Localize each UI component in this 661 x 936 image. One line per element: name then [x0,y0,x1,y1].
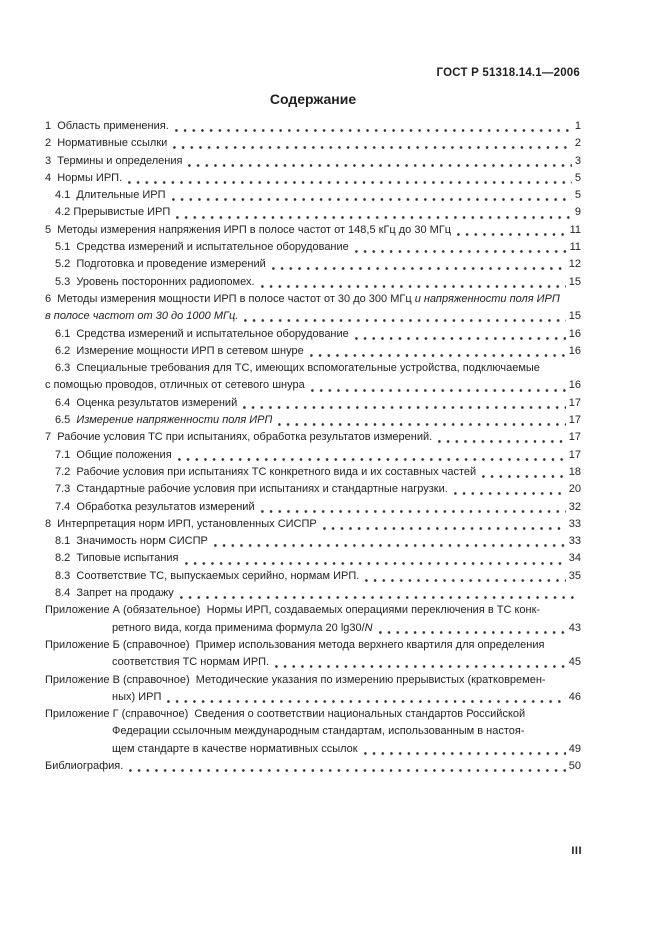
toc-line-text [45,135,167,152]
toc-line-page-number: 16 [568,379,581,392]
toc-text-run: 8.1 Значимость норм СИСПР [55,535,208,548]
toc-text-run: 7.4 Обработка результатов измерений [55,500,255,513]
dot-leader [175,447,566,464]
toc-line-page-number: 15 [568,275,581,288]
toc-line [45,360,581,377]
toc-line-text [112,741,358,758]
toc-line-page-number: 45 [568,656,581,669]
toc-text-run: 7.2 Рабочие условия при испытаниях ТС конкретного вида и их составных частей [55,465,477,478]
toc-line-page-number: 17 [568,414,581,427]
toc-text-run: 8.3 Соответствие ТС, выпускаемых серийно, нормам ИРП. [55,569,360,582]
toc-line [45,256,581,273]
toc-line-text [45,222,451,239]
dot-leader [479,464,566,481]
dot-leader [272,654,566,671]
toc-text-italic-run: Измерение напряженности поля ИРП [76,414,273,427]
toc-line-page-number: 2 [574,137,581,150]
dot-leader [164,689,565,706]
toc-text-run: 4 Нормы ИРП. [45,171,123,184]
toc-text-run: 6.3 Специальные требования для ТС, имеющих вспомогательные устройства, подключаемые [55,362,540,375]
toc-text-run: 5 Методы измерения напряжения ИРП в полосе частот от 148,5 кГц до 30 МГц [45,223,452,236]
toc-line [45,481,581,498]
toc-line [45,533,581,550]
toc-line-text [45,308,238,325]
toc-line [45,602,581,619]
dot-leader [451,481,566,498]
dot-leader [185,153,571,170]
toc-text-run: Федерации ссылочным международным стандартам, использованным в настоя- [112,725,525,738]
toc-line-text [45,170,122,187]
dot-leader [258,499,566,516]
toc-text-run: Приложение Б (справочное) Пример использования метода верхнего квартиля для определения [45,638,545,651]
toc-line-text [55,343,304,360]
toc-line [45,170,581,187]
page-title: Содержание [269,91,357,107]
toc-line [45,706,581,723]
toc-line-page-number: 9 [574,206,581,219]
toc-line [45,516,581,533]
toc-text-run: 5.2 Подготовка и проведение измерений [55,258,266,271]
toc-text-run: 6.1 Средства измерений и испытательное оборудование [55,327,349,340]
dot-leader [454,222,567,239]
toc-line-page-number: 49 [568,742,581,755]
toc-line-text [45,602,540,619]
toc-line [45,326,581,343]
dot-leader [240,395,566,412]
toc-line-page-number: 34 [568,552,581,565]
toc-line [45,343,581,360]
toc-text-run: 6 Методы измерения мощности ИРП в полосе частот от 30 до 300 МГц [45,292,415,305]
toc-line [45,429,581,446]
toc-line-page-number: 17 [568,396,581,409]
toc-text-run: 7.1 Общие положения [55,448,172,461]
toc-line [45,550,581,567]
document-standard-number: ГОСТ Р 51318.14.1—2006 [436,67,580,79]
toc-text-run: соответствия ТС нормам ИРП. [112,656,270,669]
toc-line-page-number: 15 [568,310,581,323]
toc-line [45,637,581,654]
dot-leader [125,170,572,187]
toc-text-run: 7.3 Стандартные рабочие условия при испытаниях и стандартные нагрузки. [55,483,448,496]
toc-line-page-number: 43 [568,621,581,634]
toc-line [45,689,581,706]
dot-leader [241,308,565,325]
toc-text-run: 5.1 Средства измерений и испытательное оборудование [55,241,349,254]
toc-line-text [45,758,123,775]
dot-leader [173,204,572,221]
toc-line-text [55,274,255,291]
toc-line [45,672,581,689]
toc-line-text [55,326,349,343]
dot-leader [170,135,572,152]
dot-leader [275,412,565,429]
toc-line-text [55,585,174,602]
toc-line [45,187,581,204]
dot-leader [177,585,578,602]
toc-line [45,654,581,671]
toc-line-text [55,187,166,204]
dot-leader [435,429,566,446]
toc-line-text [55,550,179,567]
toc-line [45,568,581,585]
toc-line-text [55,360,540,377]
toc-line-text [55,499,255,516]
toc-line-text [45,153,182,170]
toc-line [45,204,581,221]
toc-line-page-number: 5 [574,189,581,202]
toc-line-text [45,516,317,533]
toc-line [45,135,581,152]
toc-line [45,741,581,758]
toc-text-run: 2 Нормативные ссылки [45,137,168,150]
toc-line-page-number: 32 [568,500,581,513]
toc-line-page-number: 18 [568,465,581,478]
toc-line [45,377,581,394]
toc-text-run: 6.5 [55,414,77,427]
dot-leader [308,377,566,394]
toc-text-run: 8.4 Запрет на продажу [55,587,174,600]
toc-text-run: 6.4 Оценка результатов измерений [55,396,238,409]
toc-text-run: Приложение Г (справочное) Сведения о соответствии национальных стандартов Российской [45,708,526,721]
toc-line [45,291,581,308]
toc-line-page-number: 33 [568,535,581,548]
toc-text-run: 6.2 Измерение мощности ИРП в сетевом шнуре [55,344,304,357]
toc-line-text [55,412,272,429]
toc-text-run: 3 Термины и определения [45,154,183,167]
toc-line-page-number: 12 [568,258,581,271]
toc-text-run: 4.1 Длительные ИРП [55,189,166,202]
toc-line [45,620,581,637]
toc-text-run: 7 Рабочие условия ТС при испытаниях, обработка результатов измерений. [45,431,433,444]
toc-text-italic-run: N [364,621,373,634]
toc-line [45,464,581,481]
toc-line-page-number: 16 [568,327,581,340]
toc-line-text [55,533,208,550]
toc-line-text [55,256,266,273]
toc-line [45,118,581,135]
toc-line-page-number: 17 [568,448,581,461]
toc-line-text [55,568,359,585]
toc-line-text [45,706,525,723]
toc-line-text [55,464,476,481]
toc-line [45,222,581,239]
toc-text-run: ных) ИРП [112,690,162,703]
toc-line-text [55,239,349,256]
toc-line [45,274,581,291]
dot-leader [126,758,565,775]
toc-line-page-number: 35 [568,569,581,582]
toc-line [45,447,581,464]
toc-line-text [112,620,373,637]
dot-leader [172,118,572,135]
toc-line [45,585,581,602]
toc-line-text [45,291,560,308]
toc-text-run: Библиография. [45,759,124,772]
dot-leader [320,516,566,533]
table-of-contents [45,118,581,775]
toc-line-text [45,637,544,654]
dot-leader [269,256,566,273]
toc-line-text [55,395,237,412]
toc-line-page-number: 33 [568,517,581,530]
dot-leader [211,533,566,550]
toc-text-run: с помощью проводов, отличных от сетевого шнура [45,379,305,392]
toc-line [45,499,581,516]
toc-line [45,153,581,170]
dot-leader [376,620,566,637]
toc-line-page-number: 20 [568,483,581,496]
dot-leader [307,343,566,360]
dot-leader [361,741,566,758]
dot-leader [352,326,566,343]
toc-line-page-number: 17 [568,431,581,444]
toc-line [45,395,581,412]
toc-line-text [112,723,525,740]
toc-line-text [55,481,448,498]
toc-text-italic-run: и напряженности поля ИРП [414,292,560,305]
toc-text-run: Приложение В (справочное) Методические указания по измерению прерывистых (кратковремен- [45,673,546,686]
toc-line [45,723,581,740]
toc-text-run: щем стандарте в качестве нормативных ссылок [112,742,358,755]
toc-line-page-number: 1 [574,120,581,132]
toc-text-run: 4.2 Прерывистые ИРП [55,206,171,219]
toc-line-page-number: 11 [569,241,581,254]
toc-line-page-number: 3 [574,154,581,167]
toc-line-page-number: 50 [568,759,581,772]
toc-line-page-number: 16 [568,344,581,357]
toc-line [45,758,581,775]
page-number: III [571,845,582,857]
toc-text-run: ретного вида, когда применима формула 20 lg30/ [112,621,365,634]
dot-leader [352,239,567,256]
toc-text-run: 1 Область применения. [45,120,169,132]
toc-line [45,239,581,256]
toc-line-text [45,672,546,689]
dot-leader [169,187,572,204]
toc-line [45,412,581,429]
toc-line-page-number: 5 [574,171,581,184]
toc-line-text [55,447,172,464]
toc-line-text [112,689,161,706]
toc-line-text [45,429,432,446]
toc-text-run: Приложение А (обязательное) Нормы ИРП, создаваемых операциями переключения в ТС конк- [45,604,541,617]
toc-line-text [45,377,305,394]
dot-leader [258,274,566,291]
toc-line-page-number: 46 [568,690,581,703]
toc-line-page-number: 11 [569,223,581,236]
dot-leader [182,550,566,567]
toc-line-text [45,118,169,135]
toc-text-run: 5.3 Уровень посторонних радиопомех. [55,275,255,288]
toc-line-text [55,204,170,221]
toc-line-text [112,654,269,671]
toc-text-run: 8.2 Типовые испытания [55,552,179,565]
toc-line [45,308,581,325]
toc-text-italic-run: в полосе частот от 30 до 1000 МГц. [45,310,239,323]
dot-leader [362,568,565,585]
toc-text-run: 8 Интерпретация норм ИРП, установленных СИСПР [45,517,317,530]
